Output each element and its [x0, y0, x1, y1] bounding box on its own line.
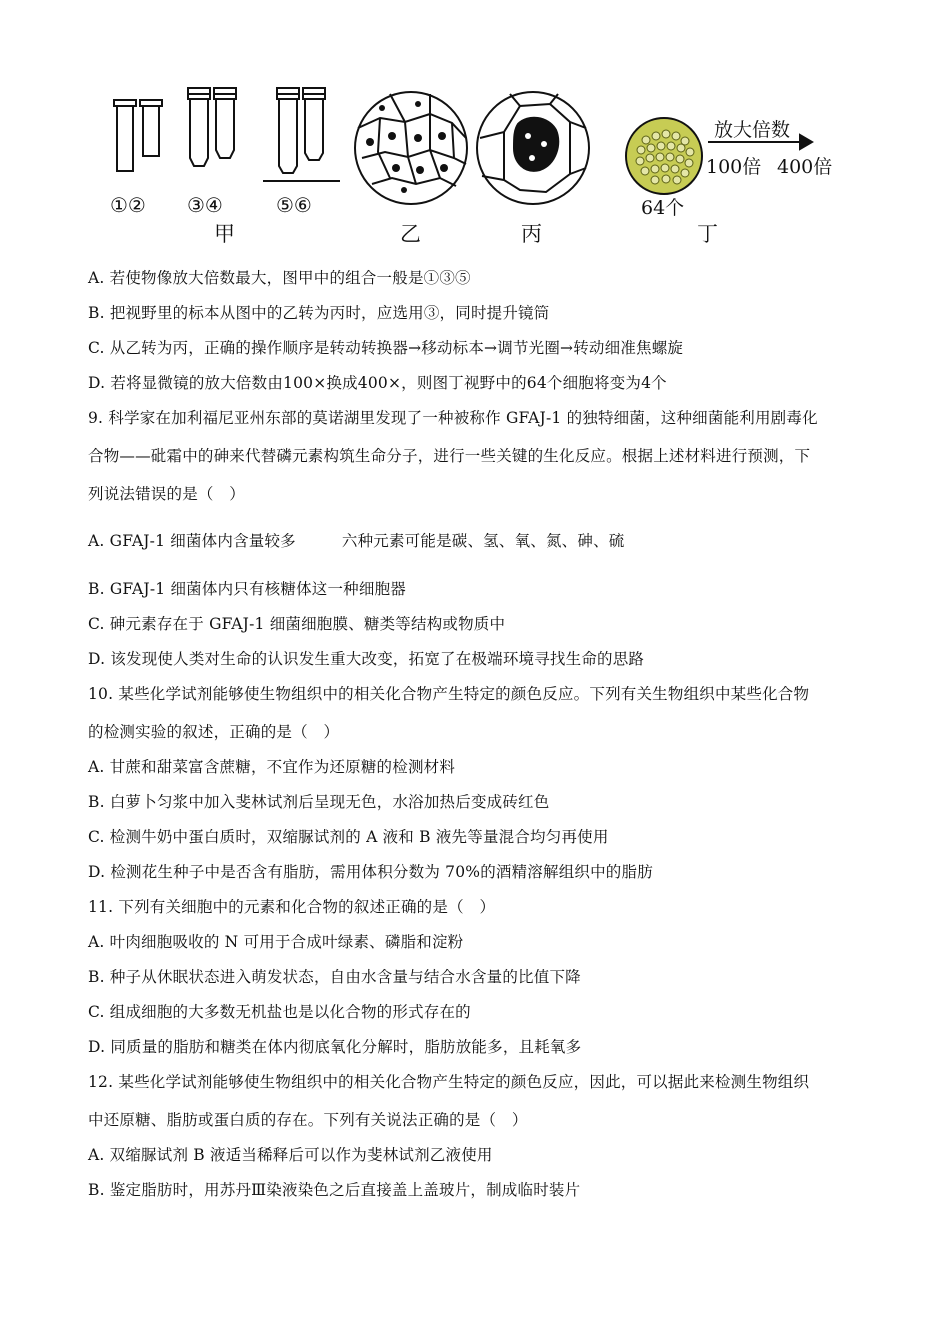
q9-stem-line2: 合物——砒霜中的砷来代替磷元素构筑生命分子，进行一些关键的生化反应。根据上述材料进行预测，下 — [88, 447, 811, 465]
q9-option-a — [88, 529, 624, 551]
q9-option-d: D. 该发现使人类对生命的认识发生重大改变，拓宽了在极端环境寻找生命的思路 — [88, 650, 645, 668]
q11-option-a: A. 叶肉细胞吸收的 N 可用于合成叶绿素、磷脂和淀粉 — [88, 933, 464, 951]
q10-stem-line1: 10. 某些化学试剂能够使生物组织中的相关化合物产生特定的颜色反应。下列有关生物组织中某些化合物 — [88, 685, 810, 703]
objective-5 — [277, 88, 299, 173]
field-bing — [477, 92, 589, 204]
eyepiece-1 — [114, 100, 136, 171]
q9-option-c: C. 砷元素存在于 GFAJ-1 细菌细胞膜、糖类等结构或物质中 — [88, 615, 506, 633]
q9-option-a-part1: A. GFAJ-1 细菌体内含量较多 — [88, 532, 296, 550]
q9-stem-line3: 列说法错误的是（ ） — [88, 485, 246, 503]
q10-option-c: C. 检测牛奶中蛋白质时，双缩脲试剂的 A 液和 B 液先等量混合均匀再使用 — [88, 828, 609, 846]
q10-option-d: D. 检测花生种子中是否含有脂肪，需用体积分数为 70%的酒精溶解组织中的脂肪 — [88, 863, 653, 881]
objective-4 — [214, 88, 236, 158]
q9-option-b: B. GFAJ-1 细菌体内只有核糖体这一种细胞器 — [88, 580, 406, 598]
q11-option-c: C. 组成细胞的大多数无机盐也是以化合物的形式存在的 — [88, 1003, 471, 1021]
magnification-high: 400倍 — [777, 156, 833, 178]
q10-option-b: B. 白萝卜匀浆中加入斐林试剂后呈现无色，水浴加热后变成砖红色 — [88, 793, 550, 811]
q8-option-a: A. 若使物像放大倍数最大，图甲中的组合一般是①③⑤ — [88, 269, 471, 287]
microscope-figure — [100, 78, 860, 253]
q9-stem-line1: 9. 科学家在加利福尼亚州东部的莫诺湖里发现了一种被称作 GFAJ-1 的独特细菌，这种细菌能利用剧毒化 — [88, 409, 818, 427]
q11-option-b: B. 种子从休眠状态进入萌发状态，自由水含量与结合水含量的比值下降 — [88, 968, 581, 986]
q12-option-b: B. 鉴定脂肪时，用苏丹Ⅲ染液染色之后直接盖上盖玻片，制成临时装片 — [88, 1181, 581, 1199]
q11-stem: 11. 下列有关细胞中的元素和化合物的叙述正确的是（ ） — [88, 898, 496, 916]
eyepiece-2 — [140, 100, 162, 156]
q10-option-a: A. 甘蔗和甜菜富含蔗糖，不宜作为还原糖的检测材料 — [88, 758, 456, 776]
caption-ding: 丁 — [697, 222, 718, 246]
q8-option-c: C. 从乙转为丙，正确的操作顺序是转动转换器→移动标本→调节光圈→转动细准焦螺旋 — [88, 339, 684, 357]
caption-bing: 丙 — [521, 222, 542, 246]
label-objectives-34: ③④ — [187, 193, 223, 217]
objective-6 — [303, 88, 325, 160]
caption-yi: 乙 — [400, 222, 421, 246]
q8-option-d: D. 若将显微镜的放大倍数由100×换成400×，则图丁视野中的64个细胞将变为4个 — [88, 374, 667, 392]
q10-stem-line2: 的检测实验的叙述，正确的是（ ） — [88, 723, 340, 741]
objective-3 — [188, 88, 210, 166]
q12-stem-line2: 中还原糖、脂肪或蛋白质的存在。下列有关说法正确的是（ ） — [88, 1111, 528, 1129]
q12-stem-line1: 12. 某些化学试剂能够使生物组织中的相关化合物产生特定的颜色反应，因此，可以据此来检测生物组织 — [88, 1073, 810, 1091]
q8-option-b: B. 把视野里的标本从图中的乙转为丙时，应选用③，同时提升镜筒 — [88, 304, 550, 322]
q12-option-a: A. 双缩脲试剂 B 液适当稀释后可以作为斐林试剂乙液使用 — [88, 1146, 493, 1164]
field-yi — [355, 92, 467, 204]
magnification-label: 放大倍数 — [714, 119, 791, 141]
magnification-low: 100倍 — [706, 156, 762, 178]
field-ding — [626, 118, 702, 194]
q11-option-d: D. 同质量的脂肪和糖类在体内彻底氧化分解时，脂肪放能多，且耗氧多 — [88, 1038, 582, 1056]
label-eyepieces: ①② — [110, 193, 146, 217]
cell-count-label: 64个 — [641, 197, 685, 219]
caption-jia: 甲 — [214, 222, 235, 246]
label-objectives-56: ⑤⑥ — [276, 193, 312, 217]
q9-option-a-part2: 六种元素可能是碳、氢、氧、氮、砷、硫 — [341, 532, 625, 550]
